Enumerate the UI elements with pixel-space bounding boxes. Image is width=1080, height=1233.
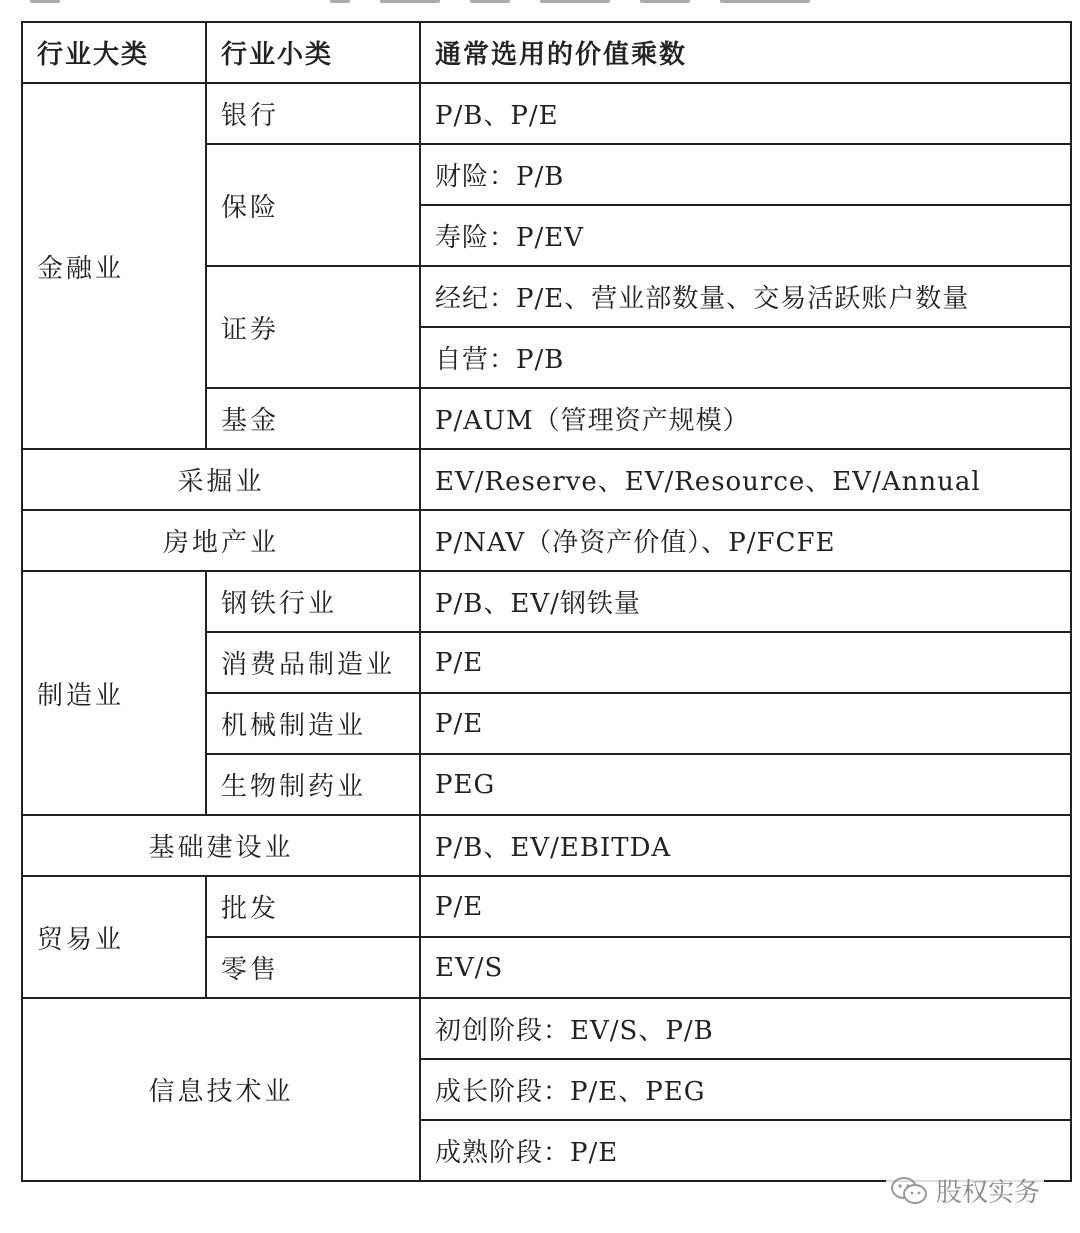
header-industry-subcategory: 行业小类 xyxy=(206,22,420,83)
multiple-mining: EV/Reserve、EV/Resource、EV/Annual xyxy=(420,449,1071,510)
subcategory-insurance: 保险 xyxy=(206,144,420,266)
subcategory-fund: 基金 xyxy=(206,388,420,449)
multiple-it-growth: 成长阶段：P/E、PEG xyxy=(420,1059,1071,1120)
subcategory-biopharma: 生物制药业 xyxy=(206,754,420,815)
multiple-it-startup: 初创阶段：EV/S、P/B xyxy=(420,998,1071,1059)
subcategory-consumer-goods: 消费品制造业 xyxy=(206,632,420,693)
category-trade: 贸易业 xyxy=(22,876,206,998)
wechat-icon xyxy=(890,1176,928,1206)
subcategory-wholesale: 批发 xyxy=(206,876,420,937)
subcategory-steel: 钢铁行业 xyxy=(206,571,420,632)
table-row xyxy=(22,449,1071,510)
multiple-fund: P/AUM（管理资产规模） xyxy=(420,388,1071,449)
category-mining: 采掘业 xyxy=(22,449,420,510)
header-valuation-multiple: 通常选用的价值乘数 xyxy=(420,22,1071,83)
category-manufacturing: 制造业 xyxy=(22,571,206,815)
multiple-machinery: P/E xyxy=(420,693,1071,754)
table-row xyxy=(22,510,1071,571)
multiple-life-insurance: 寿险：P/EV xyxy=(420,205,1071,266)
subcategory-machinery: 机械制造业 xyxy=(206,693,420,754)
category-finance: 金融业 xyxy=(22,83,206,449)
multiple-proprietary: 自营：P/B xyxy=(420,327,1071,388)
table-row xyxy=(22,815,1071,876)
multiple-bank: P/B、P/E xyxy=(420,83,1071,144)
watermark xyxy=(886,1170,1044,1211)
subcategory-retail: 零售 xyxy=(206,937,420,998)
valuation-multiples-table xyxy=(21,21,1072,1182)
table-header-row xyxy=(22,22,1071,83)
table-row xyxy=(22,83,1071,144)
header-industry-category: 行业大类 xyxy=(22,22,206,83)
table-row xyxy=(22,571,1071,632)
multiple-it-mature: 成熟阶段：P/E xyxy=(420,1120,1071,1181)
subcategory-securities: 证券 xyxy=(206,266,420,388)
subcategory-bank: 银行 xyxy=(206,83,420,144)
table-row xyxy=(22,998,1071,1059)
category-real-estate: 房地产业 xyxy=(22,510,420,571)
multiple-consumer-goods: P/E xyxy=(420,632,1071,693)
multiple-wholesale: P/E xyxy=(420,876,1071,937)
table-row xyxy=(22,876,1071,937)
multiple-biopharma: PEG xyxy=(420,754,1071,815)
category-it: 信息技术业 xyxy=(22,998,420,1181)
multiple-steel: P/B、EV/钢铁量 xyxy=(420,571,1071,632)
cropped-caption xyxy=(0,0,1080,12)
multiple-real-estate: P/NAV（净资产价值）、P/FCFE xyxy=(420,510,1071,571)
multiple-retail: EV/S xyxy=(420,937,1071,998)
multiple-property-insurance: 财险：P/B xyxy=(420,144,1071,205)
category-infrastructure: 基础建设业 xyxy=(22,815,420,876)
watermark-text: 股权实务 xyxy=(935,1178,1040,1208)
multiple-brokerage: 经纪：P/E、营业部数量、交易活跃账户数量 xyxy=(420,266,1071,327)
multiple-infrastructure: P/B、EV/EBITDA xyxy=(420,815,1071,876)
